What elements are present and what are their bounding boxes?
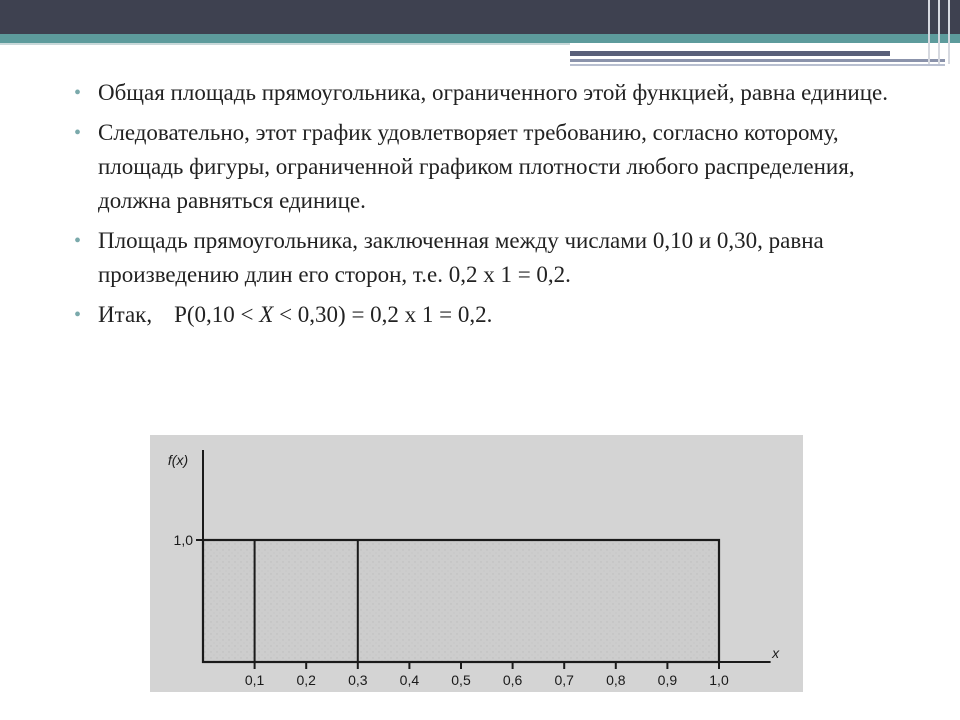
x-tick-label: 0,6 bbox=[502, 672, 523, 688]
bullet-list bbox=[74, 76, 919, 338]
teal-stripe bbox=[0, 34, 960, 43]
formula-variable: X bbox=[259, 302, 274, 327]
bullet-icon: • bbox=[74, 230, 82, 252]
x-axis-label: x bbox=[772, 645, 780, 661]
bullet-icon: • bbox=[74, 122, 82, 144]
x-tick-label: 0,9 bbox=[657, 672, 678, 688]
accent-stripe-a bbox=[570, 51, 890, 56]
bullet-text: Общая площадь прямоугольника, ограниченного этой функцией, равна единице. bbox=[98, 80, 888, 105]
bullet-item bbox=[74, 76, 919, 110]
thin-stripe bbox=[0, 43, 570, 45]
density-chart bbox=[150, 435, 803, 692]
x-tick-label: 0,7 bbox=[554, 672, 574, 688]
formula-part-2: < 0,30) = 0,2 х 1 = 0,2. bbox=[273, 302, 493, 327]
title-bar bbox=[0, 0, 960, 34]
density-figure bbox=[150, 435, 803, 692]
y-tick-label: 1,0 bbox=[173, 532, 193, 548]
x-tick-label: 0,1 bbox=[244, 672, 265, 688]
x-tick-label: 0,4 bbox=[399, 672, 420, 688]
accent-stripe-c bbox=[570, 64, 945, 66]
formula-prefix: Итак, bbox=[98, 302, 153, 327]
density-rectangle bbox=[203, 540, 719, 662]
bullet-item bbox=[74, 224, 919, 292]
accent-stripe-b bbox=[570, 59, 945, 62]
bullet-text: Площадь прямоугольника, заключенная между числами 0,10 и 0,30, равна произведению длин его сторон, т.е. 0,2 х 1 = 0,2. bbox=[98, 228, 824, 287]
x-tick-label: 0,8 bbox=[606, 672, 626, 688]
corner-decoration bbox=[920, 0, 960, 64]
x-tick-label: 0,5 bbox=[451, 672, 471, 688]
bullet-icon: • bbox=[74, 82, 82, 104]
x-tick-label-group bbox=[245, 672, 729, 688]
formula-part-1: P(0,10 < bbox=[174, 302, 260, 327]
bullet-item bbox=[74, 116, 919, 218]
bullet-text-formula bbox=[98, 298, 919, 332]
x-tick-label: 0,2 bbox=[296, 672, 316, 688]
bullet-text: Следовательно, этот график удовлетворяет требованию, согласно которому, площадь фигуры, ограниченной графиком плотности любого распределения, должна равняться единице. bbox=[98, 120, 855, 213]
y-axis-label: f(x) bbox=[167, 452, 189, 468]
bullet-item bbox=[74, 298, 919, 332]
x-tick-label: 1,0 bbox=[709, 672, 729, 688]
x-tick-label: 0,3 bbox=[348, 672, 368, 688]
bullet-icon: • bbox=[74, 304, 82, 326]
